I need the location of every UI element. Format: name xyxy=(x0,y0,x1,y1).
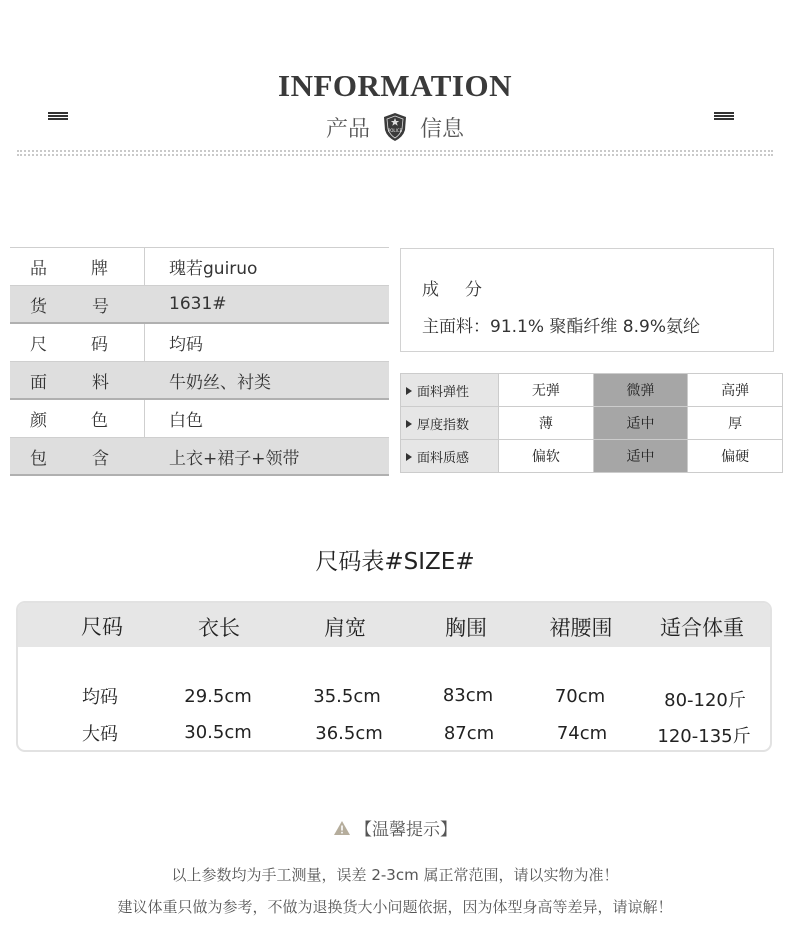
info-key: 含 xyxy=(92,448,109,469)
triangle-right-icon xyxy=(406,453,412,461)
size-header-cell: 裙腰围 xyxy=(549,616,613,640)
info-value-brand: 瑰若guiruo xyxy=(169,259,258,279)
info-key: 面 xyxy=(30,372,47,393)
property-label: 厚度指数 xyxy=(417,417,470,433)
composition-box xyxy=(400,248,774,352)
info-value-fabric: 牛奶丝、衬类 xyxy=(169,372,271,393)
size-chart-table xyxy=(16,601,772,752)
subtitle-left: 产品 xyxy=(325,116,370,142)
property-row-elasticity xyxy=(401,374,783,407)
size-cell: 大码 xyxy=(82,724,118,745)
info-key: 牌 xyxy=(91,259,108,279)
info-key: 颜 xyxy=(30,411,47,431)
info-key: 号 xyxy=(92,296,109,317)
tips-title-text: 【温馨提示】 xyxy=(355,820,457,840)
info-value-includes: 上衣+裙子+领带 xyxy=(169,448,300,469)
property-option-selected: 适中 xyxy=(593,407,688,440)
size-header-cell: 胸围 xyxy=(445,616,487,640)
svg-text:POLICE: POLICE xyxy=(387,128,403,133)
dotted-divider xyxy=(17,150,773,156)
size-chart-title: 尺码表#SIZE# xyxy=(315,549,475,575)
fabric-properties-table xyxy=(400,373,783,473)
size-chart-header xyxy=(18,603,770,647)
info-value-color: 白色 xyxy=(169,411,203,431)
composition-value: 主面料：91.1% 聚酯纤维 8.9%氨纶 xyxy=(422,317,701,337)
size-cell: 87cm xyxy=(443,723,495,744)
property-option: 偏软 xyxy=(499,440,594,473)
info-value-size: 均码 xyxy=(169,335,203,355)
police-badge-icon xyxy=(382,112,408,142)
size-cell: 均码 xyxy=(82,687,118,708)
info-row-item-number xyxy=(10,286,389,324)
property-option: 偏硬 xyxy=(688,440,783,473)
size-cell: 30.5cm xyxy=(184,722,252,743)
triangle-right-icon xyxy=(406,387,412,395)
property-option: 薄 xyxy=(499,407,594,440)
info-row-includes xyxy=(10,438,389,476)
info-value-item-number: 1631# xyxy=(169,294,227,314)
size-cell: 120-135斤 xyxy=(657,726,751,747)
info-row-fabric xyxy=(10,362,389,400)
info-key: 码 xyxy=(91,335,108,355)
subtitle-right: 信息 xyxy=(420,116,465,142)
size-cell: 80-120斤 xyxy=(664,690,746,711)
info-key: 包 xyxy=(30,448,47,469)
size-header-cell: 适合体重 xyxy=(660,616,744,640)
info-key: 品 xyxy=(30,259,47,279)
information-title: INFORMATION xyxy=(278,68,512,103)
tips-line-1: 以上参数均为手工测量，误差 2-3cm 属正常范围，请以实物为准！ xyxy=(171,866,619,884)
size-cell: 83cm xyxy=(442,685,494,706)
info-row-size xyxy=(10,324,389,362)
property-option: 无弹 xyxy=(499,374,594,407)
size-cell: 74cm xyxy=(556,723,608,744)
product-info-table xyxy=(10,247,389,476)
property-option-selected: 适中 xyxy=(593,440,688,473)
property-label: 面料质感 xyxy=(417,450,470,466)
size-cell: 35.5cm xyxy=(313,686,381,707)
size-cell: 70cm xyxy=(554,686,606,707)
size-chart-body xyxy=(18,647,770,752)
tips-title xyxy=(0,815,790,840)
size-header-cell: 衣长 xyxy=(198,616,240,640)
info-key: 料 xyxy=(92,372,109,393)
size-header-cell: 肩宽 xyxy=(324,616,366,640)
info-key: 尺 xyxy=(30,335,47,355)
size-cell: 36.5cm xyxy=(315,723,383,744)
info-row-brand xyxy=(10,248,389,286)
info-key: 货 xyxy=(30,296,47,317)
property-option-selected: 微弹 xyxy=(593,374,688,407)
property-row-texture xyxy=(401,440,783,473)
property-row-thickness xyxy=(401,407,783,440)
composition-label: 成 分 xyxy=(422,280,484,300)
property-option: 高弹 xyxy=(688,374,783,407)
info-row-color xyxy=(10,400,389,438)
size-header-cell: 尺码 xyxy=(81,615,123,639)
warning-icon xyxy=(333,820,351,836)
tips-line-2: 建议体重只做为参考，不做为退换货大小问题依据，因为体型身高等差异，请谅解！ xyxy=(117,898,673,916)
product-info-subtitle xyxy=(0,110,790,144)
property-label: 面料弹性 xyxy=(417,384,470,400)
size-cell: 29.5cm xyxy=(184,686,252,707)
info-key: 色 xyxy=(91,411,108,431)
triangle-right-icon xyxy=(406,420,412,428)
property-option: 厚 xyxy=(688,407,783,440)
